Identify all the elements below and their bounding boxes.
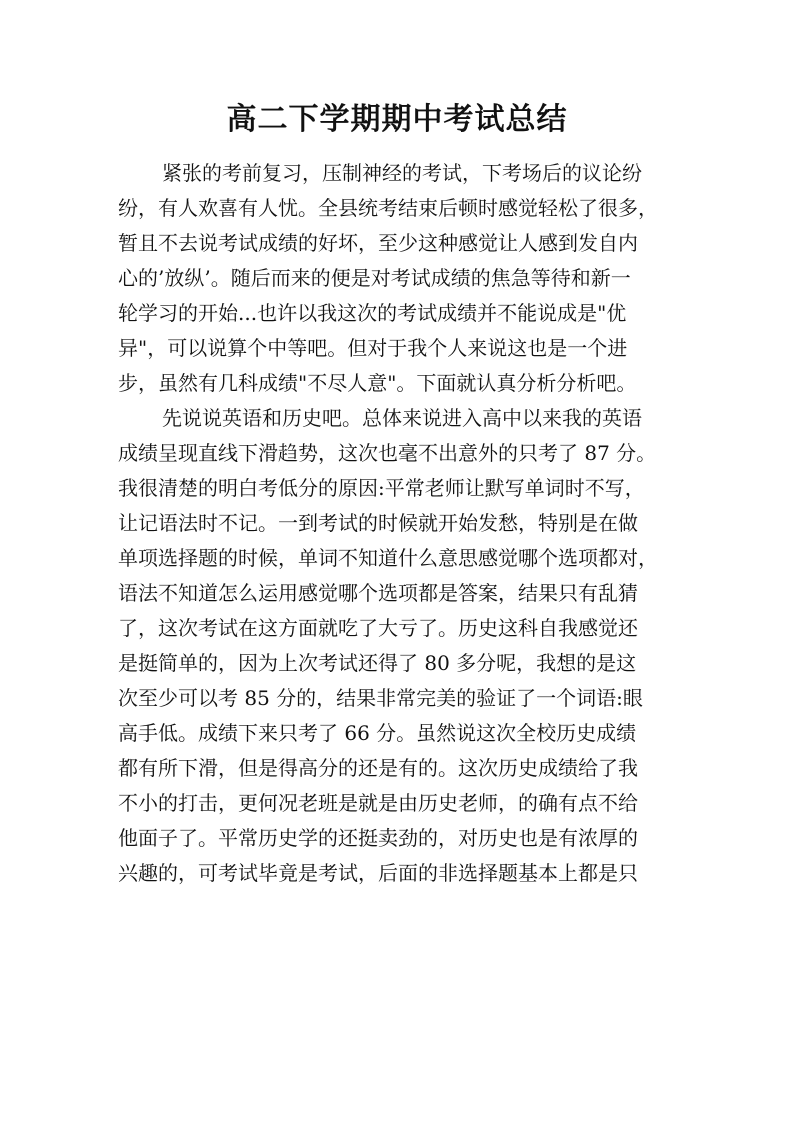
paragraph-2-line: 我很清楚的明白考低分的原因:平常老师让默写单词时不写， — [118, 476, 645, 500]
paragraph-2-line: 了，这次考试在这方面就吃了大亏了。历史这科自我感觉还 — [118, 616, 638, 640]
paragraph-2-line: 语法不知道怎么运用感觉哪个选项都是答案，结果只有乱猜 — [118, 581, 638, 605]
paragraph-1-line: 异"，可以说算个中等吧。但对于我个人来说这也是一个进 — [118, 336, 628, 360]
paragraph-1-line: 纷，有人欢喜有人忧。全县统考结束后顿时感觉轻松了很多， — [118, 196, 658, 220]
paragraph-2-line: 兴趣的，可考试毕竟是考试，后面的非选择题基本上都是只 — [118, 861, 638, 885]
paragraph-1-line: 步，虽然有几科成绩"不尽人意"。下面就认真分析分析吧。 — [118, 371, 637, 395]
paragraph-2-line: 成绩呈现直线下滑趋势，这次也毫不出意外的只考了 87 分。 — [118, 441, 657, 465]
paragraph-2-line: 不小的打击，更何况老班是就是由历史老师，的确有点不给 — [118, 791, 638, 815]
paragraph-1-line: 紧张的考前复习，压制神经的考试，下考场后的议论纷 — [162, 161, 642, 185]
paragraph-2-line: 让记语法时不记。一到考试的时候就开始发愁，特别是在做 — [118, 511, 638, 535]
paragraph-2-line: 是挺简单的，因为上次考试还得了 80 多分呢，我想的是这 — [118, 651, 637, 675]
paragraph-2-line: 都有所下滑，但是得高分的还是有的。这次历史成绩给了我 — [118, 756, 638, 780]
document-title: 高二下学期期中考试总结 — [226, 102, 568, 137]
paragraph-2-line: 先说说英语和历史吧。总体来说进入高中以来我的英语 — [162, 406, 642, 430]
paragraph-2-line: 高手低。成绩下来只考了 66 分。虽然说这次全校历史成绩 — [118, 721, 637, 745]
paragraph-1-line: 心的’放纵’。随后而来的便是对考试成绩的焦急等待和新一 — [118, 266, 631, 290]
paragraph-1-line: 暂且不去说考试成绩的好坏，至少这种感觉让人感到发自内 — [118, 231, 638, 255]
paragraph-2-line: 单项选择题的时候，单词不知道什么意思感觉哪个选项都对， — [118, 546, 658, 570]
document-body — [118, 156, 698, 891]
paragraph-1-line: 轮学习的开始...也许以我这次的考试成绩并不能说成是"优 — [118, 301, 627, 325]
paragraph-2-line: 他面子了。平常历史学的还挺卖劲的，对历史也是有浓厚的 — [118, 826, 638, 850]
paragraph-2-line: 次至少可以考 85 分的，结果非常完美的验证了一个词语:眼 — [118, 686, 643, 710]
